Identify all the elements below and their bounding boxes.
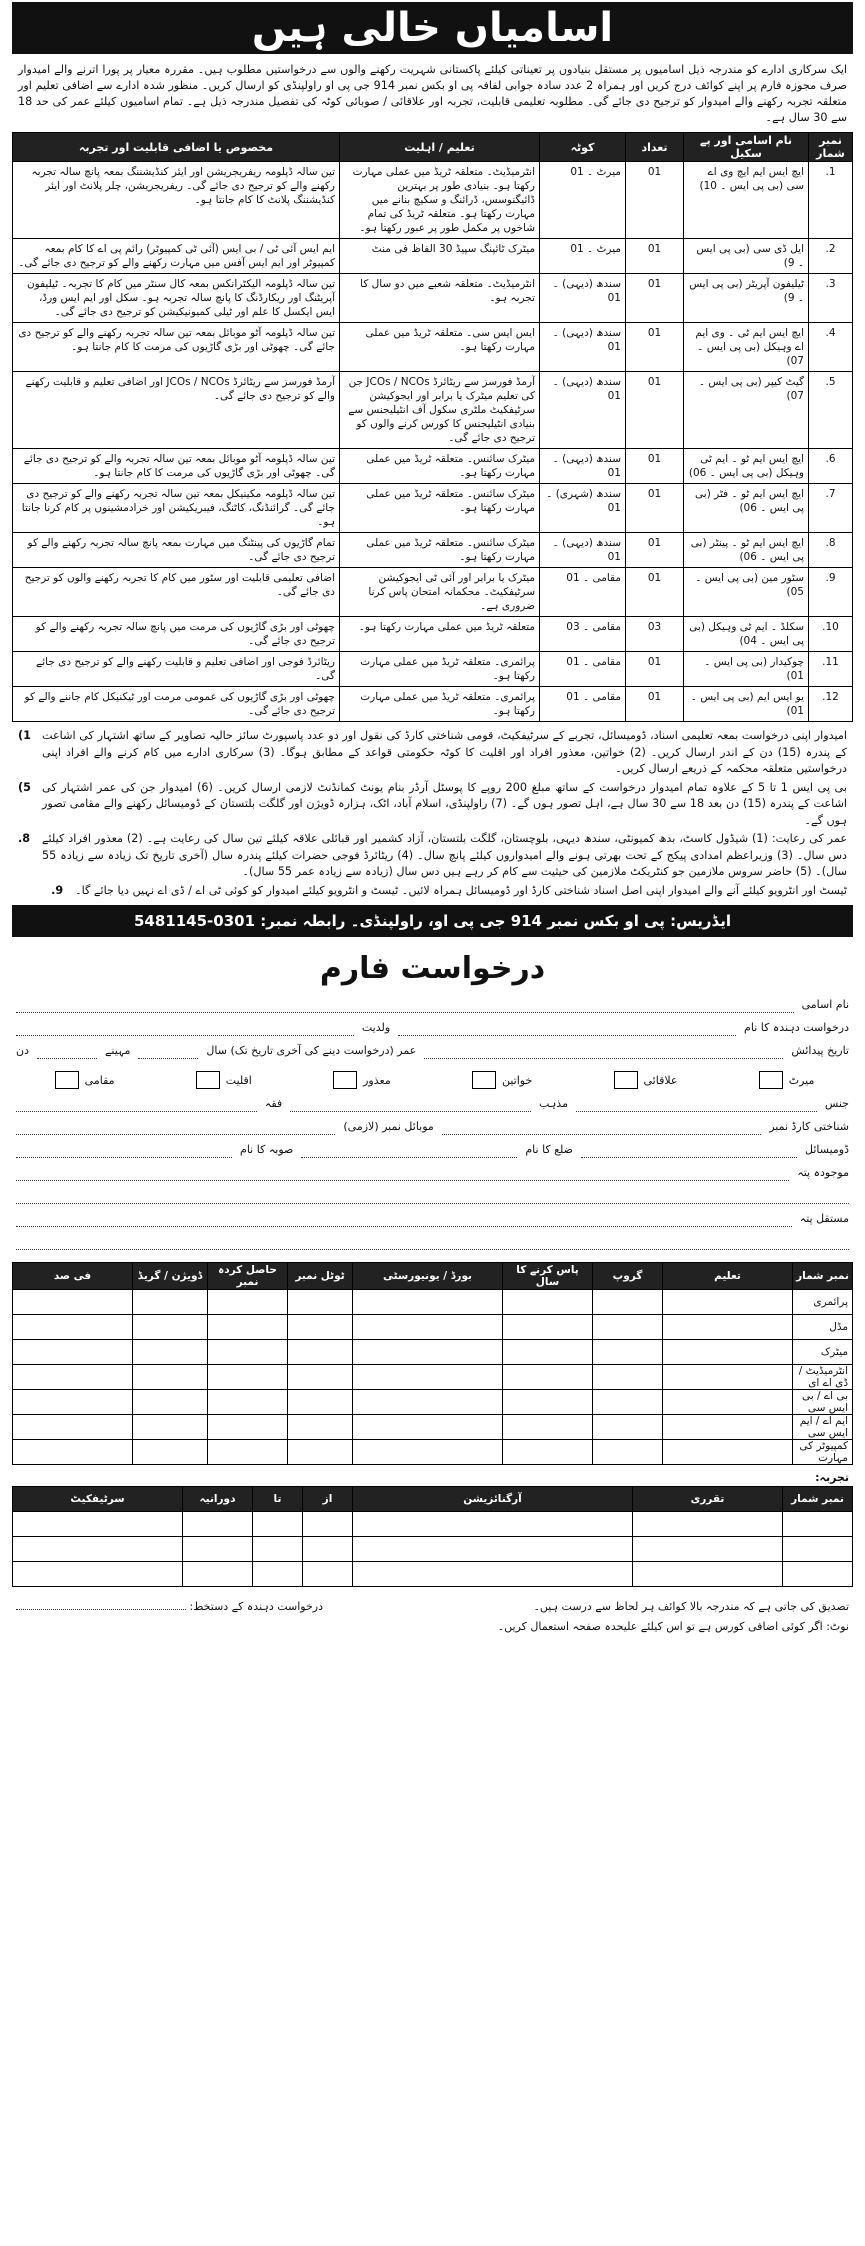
note-text: عمر کی رعایت: (1) شیڈول کاسٹ، بدھ کمیونٹی، سندھ دیہی، بلوچستان، گلگت بلتستان، آزاد کشمیر اور قبائلی علاقہ کیلئے تین سال کی رعایت ہے۔ (2) معذور افراد کیلئے دس سال۔ (3) وزیراعظم امدادی پیکج کے تحت بھرتی ہونے والے امیدواروں کیلئے پانچ سال۔ (4) ریٹائرڈ فوجی حضرات کیلئے پندرہ سال (آخری تاریخ تک زیادہ سے زیادہ 55 سال)۔ (5) حاضر سروس ملازمین جو کنٹریکٹ ملازمین کی حیثیت سے کام کر رہے ہیں دس سال (زیادہ سے زیادہ عمر 55 سال)۔ [42,832,847,878]
job-quota: میرٹ ۔ 01 [540,239,626,274]
table-cell[interactable] [133,1415,208,1440]
table-row [13,239,853,274]
declaration-text: تصدیق کی جاتی ہے کہ مندرجہ بالا کوائف ہر لحاظ سے درست ہیں۔ [533,1600,849,1613]
checkbox[interactable] [55,1071,79,1089]
permanent-address-field-2[interactable] [16,1235,849,1250]
table-cell[interactable] [13,1365,133,1390]
job-quantity: 01 [626,568,684,617]
col-header: آرگنائزیشن [353,1487,633,1512]
table-cell[interactable] [593,1440,663,1465]
experience-label: تجربہ: [815,1471,849,1484]
job-quantity: 01 [626,372,684,449]
col-header: حاصل کردہ نمبر [208,1263,288,1290]
category-label: معذور [363,1073,391,1087]
job-education: میٹرک سائنس۔ متعلقہ ٹریڈ میں عملی مہارت رکھتا ہو۔ [340,484,540,533]
category-line [12,1059,853,1089]
table-cell[interactable] [593,1415,663,1440]
col-header: نمبر شمار [783,1487,853,1512]
col-header: تعداد [626,133,684,162]
job-quota: میرٹ ۔ 01 [540,162,626,239]
table-cell[interactable] [353,1365,503,1390]
table-row [13,274,853,323]
job-number: 7. [809,484,853,533]
category-minority[interactable] [192,1071,252,1089]
job-post: ایل ڈی سی (بی پی ایس ۔ 9) [684,239,809,274]
domicile-label: ڈومیسائل [805,1143,849,1156]
job-post: گیٹ کیپر (بی پی ایس ۔ 07) [684,372,809,449]
job-number: 5. [809,372,853,449]
table-cell[interactable] [183,1537,253,1562]
applicant-name-label: درخواست دہندہ کا نام [744,1021,849,1034]
education-table-body [13,1290,853,1465]
form-footer [16,1597,849,1637]
job-education: پرائمری۔ متعلقہ ٹریڈ میں عملی مہارت رکھتا ہو۔ [340,652,540,687]
sect-label: فقہ [264,1097,283,1110]
job-quota: مقامی ۔ 01 [540,652,626,687]
table-cell[interactable] [253,1562,303,1587]
job-quota: سندھ (شہری) ۔ 01 [540,484,626,533]
col-header: ڈویژن / گریڈ [133,1263,208,1290]
table-row [13,1537,853,1562]
table-row [13,1562,853,1587]
table-cell[interactable] [133,1440,208,1465]
job-extra-qualification: تین سالہ ڈپلومہ آٹو موبائل بمعہ تین سالہ تجربہ رکھنے والے کو ترجیح دی جائے گی۔ چھوٹی اور بڑی گاڑیوں کی مرمت کا کام جانتا ہو۔ [13,323,340,372]
jobs-table [12,132,853,722]
job-post: ایچ ایس ایم ایچ وی اے سی (بی پی ایس ۔ 10) [684,162,809,239]
table-cell[interactable] [13,1512,183,1537]
table-cell[interactable] [503,1415,593,1440]
table-cell[interactable] [593,1290,663,1315]
table-cell[interactable] [208,1340,288,1365]
table-row [13,687,853,722]
present-address-line[interactable] [12,1158,853,1181]
advertisement-page [0,2,865,2246]
religion-label: مذہب [539,1097,568,1110]
job-post: سکلڈ ۔ ایم ٹی وہیکل (بی پی ایس ۔ 04) [684,617,809,652]
religion-field[interactable] [290,1097,531,1112]
job-post: ایچ ایس ایم ٹو ۔ فٹر (بی پی ایس ۔ 06) [684,484,809,533]
job-number: 2. [809,239,853,274]
col-header: بورڈ / یونیورسٹی [353,1263,503,1290]
domicile-field[interactable] [581,1143,797,1158]
address-bar: ایڈریس: پی او بکس نمبر 914 جی پی او، راولپنڈی۔ رابطہ نمبر: 0301-5481145 [12,905,853,937]
table-cell[interactable] [208,1415,288,1440]
table-cell[interactable] [593,1315,663,1340]
job-quantity: 01 [626,239,684,274]
category-label: علاقائی [643,1073,678,1087]
job-extra-qualification: ایم ایس آئی ٹی / بی ایس (آئی ٹی کمپیوٹر) رائم پی اے کا کام بمعہ کمپیوٹر اور ایم ایس آفس میں مہارت رکھنے والے کو ترجیح دی جائے گی۔ [13,239,340,274]
job-post: یو ایس ایم (بی پی ایس ۔ 01) [684,687,809,722]
post-name-field[interactable] [16,998,794,1013]
table-cell[interactable] [253,1537,303,1562]
table-cell[interactable] [303,1512,353,1537]
table-cell[interactable] [13,1562,183,1587]
table-row [13,1290,853,1315]
category-women[interactable] [468,1071,532,1089]
education-level: مڈل [793,1315,853,1340]
table-cell[interactable] [503,1290,593,1315]
permanent-address-line-2[interactable] [12,1227,853,1250]
table-cell[interactable] [133,1365,208,1390]
table-row [13,568,853,617]
post-name-line[interactable] [12,990,853,1013]
col-header: کوٹہ [540,133,626,162]
checkbox[interactable] [333,1071,357,1089]
table-row [13,533,853,568]
table-cell[interactable] [503,1315,593,1340]
table-cell[interactable] [353,1537,633,1562]
note-text: بی پی ایس 1 تا 5 کے علاوہ تمام امیدوار درخواست کے ساتھ مبلغ 200 روپے کا پوسٹل آرڈر بنام یونٹ کمانڈنٹ لازمی ارسال کریں۔ (6) امیدوار جن کی عمر اشتہار کی اشاعت کے پندرہ (15) دن بعد 18 سے 30 سال ہے، اہل تصور ہوں گے۔ (7) راولپنڈی، اسلام آباد، اٹک، ہزارہ ڈویژن اور گلگت بلتستان کے ڈومیسائل رکھنے والے مقامی تصور ہوں گے۔ [42,780,848,827]
checkbox[interactable] [614,1071,638,1089]
job-post: ٹیلیفون آپریٹر (بی پی ایس ۔ 9) [684,274,809,323]
table-cell[interactable] [353,1340,503,1365]
job-number: 1. [809,162,853,239]
job-extra-qualification: ریٹائرڈ فوجی اور اضافی تعلیم و قابلیت رکھنے والے کو ترجیح دی جائے گی۔ [13,652,340,687]
jobs-table-body [13,162,853,722]
col-header: نمبر شمار [793,1263,853,1290]
category-local[interactable] [51,1071,115,1089]
gender-line[interactable] [12,1089,853,1112]
cnic-field[interactable] [442,1120,761,1135]
mobile-field[interactable] [16,1120,335,1135]
table-row [13,1440,853,1465]
job-quota: سندھ (دیہی) ۔ 01 [540,323,626,372]
table-cell[interactable] [13,1415,133,1440]
col-header: دورانیہ [183,1487,253,1512]
table-cell[interactable] [288,1440,353,1465]
mobile-label: موبائل نمبر (لازمی) [343,1120,434,1133]
table-cell[interactable] [13,1390,133,1415]
father-name-field[interactable] [16,1021,354,1036]
job-post: سٹور مین (بی پی ایس ۔ 05) [684,568,809,617]
province-label: صوبہ کا نام [240,1143,294,1156]
dob-line[interactable] [12,1036,853,1059]
col-header: نمبر شمار [809,133,853,162]
col-header: سرٹیفکیٹ [13,1487,183,1512]
present-address-field-2[interactable] [16,1189,849,1204]
job-extra-qualification: آرمڈ فورسز سے ریٹائرڈ JCOs / NCOs اور اضافی تعلیم و قابلیت رکھنے والے کو ترجیح دی جائے گی۔ [13,372,340,449]
note-number: 9. [51,883,64,897]
age-label: عمر (درخواست دینے کی آخری تاریخ تک) سال [206,1044,417,1057]
note-text: امیدوار اپنی درخواست بمعہ تعلیمی اسناد، ڈومیسائل، تجربے کے سرٹیفکیٹ، قومی شناختی کارڈ کی نقول اور دو عدد پاسپورٹ سائز حالیہ تصاویر کے ساتھ اشتہار کی اشاعت کے پندرہ (15) دن کے اندر ارسال کریں۔ (2) خواتین، معذور افراد اور اقلیت کا کوٹہ حکومتی قواعد کے مطابق ہوگا۔ (3) سرکاری ادارے میں کام کرنے والے افراد اپنی درخواستیں متعلقہ محکمہ کے ذریعے ارسال کریں۔ [42,729,847,775]
table-row [13,372,853,449]
table-cell[interactable] [503,1390,593,1415]
job-quota: سندھ (دیہی) ۔ 01 [540,274,626,323]
table-cell[interactable] [13,1340,133,1365]
table-cell[interactable] [133,1290,208,1315]
job-extra-qualification: چھوٹی اور بڑی گاڑیوں کی مرمت میں پانچ سالہ تجربہ رکھنے والے کو ترجیح دی جائے گی۔ [13,617,340,652]
table-cell[interactable] [208,1365,288,1390]
permanent-address-field[interactable] [16,1212,792,1227]
table-cell[interactable] [353,1562,633,1587]
job-education: انٹرمیڈیٹ۔ متعلقہ ٹریڈ میں عملی مہارت رکھتا ہو۔ بنیادی طور پر بہترین ڈائیگنوسس، ڈرائنگ و سکیچ بنانے میں مہارت رکھتا ہو۔ متعلقہ ٹریڈ کی تمام شاخوں پر مکمل طور پر عبور رکھتا ہو۔ [340,162,540,239]
district-label: ضلع کا نام [525,1143,574,1156]
table-row [13,449,853,484]
table-row [13,1365,853,1390]
present-address-label: موجودہ پتہ [797,1166,849,1179]
signature-field[interactable] [16,1597,186,1610]
table-row [13,1340,853,1365]
table-cell[interactable] [353,1315,503,1340]
table-cell[interactable] [503,1440,593,1465]
job-quantity: 01 [626,533,684,568]
education-level: بی اے / بی ایس سی [793,1390,853,1415]
job-number: 9. [809,568,853,617]
checkbox[interactable] [472,1071,496,1089]
job-number: 3. [809,274,853,323]
sect-field[interactable] [16,1097,257,1112]
job-post: ایچ ایس ایم ٹی ۔ وی ایم اے وہیکل (بی پی ایس ۔ 07) [684,323,809,372]
job-quantity: 01 [626,162,684,239]
job-quantity: 01 [626,652,684,687]
day-label: دن [16,1044,29,1057]
job-quantity: 01 [626,449,684,484]
dob-field[interactable] [424,1044,783,1059]
job-education: آرمڈ فورسز سے ریٹائرڈ JCOs / NCOs جن کی تعلیم میٹرک یا برابر اور ایجوکیشن سرٹیفکیٹ ملٹری سکول آف انٹیلیجنس سے بنیادی انٹیلیجنس کا کورس کرنے والوں کو ترجیح دی جائے گی۔ [340,372,540,449]
job-extra-qualification: چھوٹی اور بڑی گاڑیوں کی عمومی مرمت اور ٹیکنیکل کام جاننے والے کو ترجیح دی جائے گی۔ [13,687,340,722]
table-cell[interactable] [133,1390,208,1415]
category-label: میرٹ [788,1073,815,1087]
education-table [12,1262,853,1465]
education-table-header [13,1263,853,1290]
table-row [13,1390,853,1415]
present-address-field[interactable] [16,1166,789,1181]
job-education: متعلقہ ٹریڈ میں عملی مہارت رکھتا ہو۔ [340,617,540,652]
table-cell[interactable] [133,1340,208,1365]
table-cell[interactable] [13,1440,133,1465]
table-cell[interactable] [663,1315,793,1340]
table-row [13,162,853,239]
cnic-label: شناختی کارڈ نمبر [769,1120,849,1133]
table-cell[interactable] [288,1315,353,1340]
education-level: انٹرمیڈیٹ / ڈی اے ای [793,1365,853,1390]
table-cell[interactable] [253,1512,303,1537]
education-level: کمپیوٹر کی مہارت [793,1440,853,1465]
job-quota: سندھ (دیہی) ۔ 01 [540,372,626,449]
job-extra-qualification: تین سالہ ڈپلومہ الیکٹرانکس بمعہ کال سنٹر میں کام کا تجربہ۔ ٹیلیفون آپریٹنگ اور ریکارڈنگ کا پانچ سالہ تجربہ ہو۔ سکل اور ایم ایس ورڈ، ایس ایکسل کا علم اور ٹیلی کمیونیکیشن کو ترجیح دی جائے گی۔ [13,274,340,323]
district-field[interactable] [301,1143,517,1158]
checkbox[interactable] [196,1071,220,1089]
permanent-address-label: مستقل پتہ [799,1212,849,1225]
job-education: میٹرک یا برابر اور آئی ٹی ایجوکیشن سرٹیفکیٹ۔ محکمانہ امتحان پاس کرنا ضروری ہے۔ [340,568,540,617]
page-title: اسامیاں خالی ہیں [12,2,853,54]
table-cell[interactable] [183,1562,253,1587]
table-row [13,323,853,372]
job-extra-qualification: تین سالہ ڈپلومہ ریفریجریشن اور ایئر کنڈیشننگ بمعہ پانچ سالہ تجربہ رکھنے والے کو ترجیح دی جائے گی۔ ریفریجریشن، چلر پلانٹ اور ایئر کنڈیشننگ پلانٹ کا کام جانتا ہو۔ [13,162,340,239]
table-cell[interactable] [663,1390,793,1415]
job-quantity: 01 [626,274,684,323]
table-cell[interactable] [288,1365,353,1390]
col-header: نام اسامی اور پے سکیل [684,133,809,162]
job-post: ایچ ایس ایم ٹو ۔ پینٹر (بی پی ایس ۔ 06) [684,533,809,568]
form-title: درخواست فارم [319,951,546,986]
domicile-line[interactable] [12,1135,853,1158]
table-cell[interactable] [288,1340,353,1365]
father-name-label: ولدیت [361,1021,391,1034]
permanent-address-line[interactable] [12,1204,853,1227]
note-number: 5) [18,780,31,794]
job-education: میٹرک سائنس۔ متعلقہ ٹریڈ میں عملی مہارت رکھتا ہو۔ [340,533,540,568]
col-header: گروپ [593,1263,663,1290]
education-level: پرائمری [793,1290,853,1315]
intro-paragraph: ایک سرکاری ادارے کو مندرجہ ذیل اسامیوں پر مستقل بنیادوں پر تعیناتی کیلئے پاکستانی شہریت رکھنے والوں سے درخواستیں مطلوب ہیں۔ مقررہ معیار پر پورا اترنے والے امیدوار صرف مجوزہ فارم پر اپنے کوائف درج کریں اور ہمراہ 2 عدد سادہ جوابی لفافہ پی او بکس نمبر 914 جی پی او راولپنڈی کو ارسال کریں۔ منظور شدہ ادارے سے اضافی تعلیم اور متعلقہ تجربہ رکھنے والے امیدوار کو ترجیح دی جائے گی۔ مطلوبہ تعلیمی قابلیت، تجربہ اور علاقائی / صوبائی کوٹہ کی تفصیل مندرجہ ذیل ہے۔ تمام اسامیوں کیلئے عمر کی حد 18 سے 30 سال ہے۔ [18,63,847,124]
table-cell[interactable] [663,1365,793,1390]
table-row [13,1512,853,1537]
gender-field[interactable] [576,1097,817,1112]
col-header: ٹوٹل نمبر [288,1263,353,1290]
education-level: میٹرک [793,1340,853,1365]
table-cell[interactable] [663,1340,793,1365]
table-row [13,617,853,652]
table-cell[interactable] [208,1315,288,1340]
job-quota: مقامی ۔ 01 [540,568,626,617]
age-day-field[interactable] [37,1044,97,1059]
job-education: میٹرک ٹائپنگ سپیڈ 30 الفاظ فی منٹ [340,239,540,274]
job-quantity: 01 [626,484,684,533]
experience-table-body [13,1512,853,1587]
table-row [13,484,853,533]
declaration-row [16,1597,849,1617]
present-address-line-2[interactable] [12,1181,853,1204]
category-label: مقامی [84,1073,115,1087]
post-name-label: نام اسامی [801,998,849,1011]
job-number: 12. [809,687,853,722]
applicant-line[interactable] [12,1013,853,1036]
col-header: تقرری [633,1487,783,1512]
job-education: پرائمری۔ متعلقہ ٹریڈ میں عملی مہارت رکھتا ہو۔ [340,687,540,722]
table-cell[interactable] [783,1537,853,1562]
table-cell[interactable] [353,1440,503,1465]
job-extra-qualification: اضافی تعلیمی قابلیت اور سٹور میں کام کا تجربہ رکھنے والوں کو ترجیح دی جائے گی۔ [13,568,340,617]
table-cell[interactable] [288,1390,353,1415]
table-cell[interactable] [593,1340,663,1365]
table-cell[interactable] [288,1290,353,1315]
table-cell[interactable] [633,1562,783,1587]
jobs-table-header [13,133,853,162]
notes-section [18,728,847,899]
checkbox[interactable] [759,1071,783,1089]
job-extra-qualification: تین سالہ ڈپلومہ آٹو موبائل بمعہ تین سالہ تجربہ والے کو ترجیح دی جائے گی۔ چھوٹی اور بڑی گاڑیوں کی مرمت کا کام جانتا ہو۔ [13,449,340,484]
job-post: چوکیدار (بی پی ایس ۔ 01) [684,652,809,687]
job-number: 10. [809,617,853,652]
note-number: 8. [18,832,31,845]
job-number: 8. [809,533,853,568]
month-label: مہینے [104,1044,131,1057]
table-cell[interactable] [303,1562,353,1587]
job-number: 11. [809,652,853,687]
note-item [18,780,847,830]
job-quantity: 01 [626,323,684,372]
job-quantity: 03 [626,617,684,652]
signature-label: درخواست دہندہ کے دستخط: [189,1600,324,1613]
table-cell[interactable] [503,1340,593,1365]
note-item [18,831,847,881]
table-cell[interactable] [353,1512,633,1537]
table-cell[interactable] [208,1390,288,1415]
table-cell[interactable] [593,1390,663,1415]
table-cell[interactable] [13,1315,133,1340]
experience-table [12,1486,853,1587]
table-cell[interactable] [288,1415,353,1440]
table-cell[interactable] [593,1365,663,1390]
applicant-name-field[interactable] [398,1021,736,1036]
category-label: اقلیت [225,1073,252,1087]
table-cell[interactable] [133,1315,208,1340]
age-month-field[interactable] [138,1044,198,1059]
job-quota: سندھ (دیہی) ۔ 01 [540,449,626,484]
experience-table-header [13,1487,853,1512]
education-level: ایم اے / ایم ایس سی [793,1415,853,1440]
col-header: تا [253,1487,303,1512]
job-education: میٹرک سائنس۔ متعلقہ ٹریڈ میں عملی مہارت رکھتا ہو۔ [340,449,540,484]
table-cell[interactable] [208,1440,288,1465]
col-header: پاس کرنے کا سال [503,1263,593,1290]
job-education: انٹرمیڈیٹ۔ متعلقہ شعبے میں دو سال کا تجربہ ہو۔ [340,274,540,323]
footer-note: نوٹ: اگر کوئی اضافی کورس ہے تو اس کیلئے علیحدہ صفحہ استعمال کریں۔ [497,1620,849,1633]
category-merit[interactable] [755,1071,815,1089]
job-quota: سندھ (دیہی) ۔ 01 [540,533,626,568]
job-education: ایس ایس سی۔ متعلقہ ٹریڈ میں عملی مہارت رکھتا ہو۔ [340,323,540,372]
col-header: فی صد [13,1263,133,1290]
job-quantity: 01 [626,687,684,722]
table-cell[interactable] [783,1562,853,1587]
job-quota: مقامی ۔ 03 [540,617,626,652]
job-number: 4. [809,323,853,372]
note-number: 1) [18,729,31,742]
job-extra-qualification: تین سالہ ڈپلومہ مکینیکل بمعہ تین سالہ تجربہ رکھنے والے کو ترجیح دی جائے گی۔ گرائنڈنگ، کاٹنگ، فیبریکیشن اور خرادمشینوں پر کام کرنا جانتا ہو۔ [13,484,340,533]
table-cell[interactable] [633,1512,783,1537]
table-cell[interactable] [633,1537,783,1562]
table-cell[interactable] [353,1290,503,1315]
province-field[interactable] [16,1143,232,1158]
gender-label: جنس [824,1097,849,1110]
table-cell[interactable] [663,1440,793,1465]
job-quota: مقامی ۔ 01 [540,687,626,722]
signature-area [16,1597,323,1617]
category-regional[interactable] [610,1071,678,1089]
col-header: مخصوص یا اضافی قابلیت اور تجربہ [13,133,340,162]
note-item [18,728,847,778]
table-row [13,1415,853,1440]
col-header: تعلیم [663,1263,793,1290]
table-cell[interactable] [208,1290,288,1315]
col-header: از [303,1487,353,1512]
table-cell[interactable] [303,1537,353,1562]
table-cell[interactable] [503,1365,593,1390]
category-disabled[interactable] [329,1071,391,1089]
table-row [13,652,853,687]
dob-label: تاریخ پیدائش [791,1044,849,1057]
table-cell[interactable] [783,1512,853,1537]
category-label: خواتین [501,1073,533,1087]
table-cell[interactable] [663,1415,793,1440]
job-extra-qualification: تمام گاڑیوں کی پینٹنگ میں مہارت بمعہ پانچ سالہ تجربہ رکھنے والے کو ترجیح دی جائے گی۔ [13,533,340,568]
table-cell[interactable] [663,1290,793,1315]
job-number: 6. [809,449,853,484]
table-cell[interactable] [353,1390,503,1415]
note-item [18,883,847,900]
table-cell[interactable] [353,1415,503,1440]
table-row [13,1315,853,1340]
job-post: ایچ ایس ایم ٹو ۔ ایم ٹی وہیکل (بی پی ایس ۔ 06) [684,449,809,484]
note-text: ٹیسٹ اور انٹرویو کیلئے آنے والے امیدوار اپنی اصل اسناد شناختی کارڈ اور ڈومیسائل ہمراہ لائیں۔ ٹیسٹ و انٹرویو کیلئے امیدوار کو کوئی ٹی اے / ڈی اے نہیں دیا جائے گا۔ [75,883,847,897]
table-cell[interactable] [13,1290,133,1315]
table-cell[interactable] [13,1537,183,1562]
cnic-line[interactable] [12,1112,853,1135]
col-header: تعلیم / اہلیت [340,133,540,162]
table-cell[interactable] [183,1512,253,1537]
